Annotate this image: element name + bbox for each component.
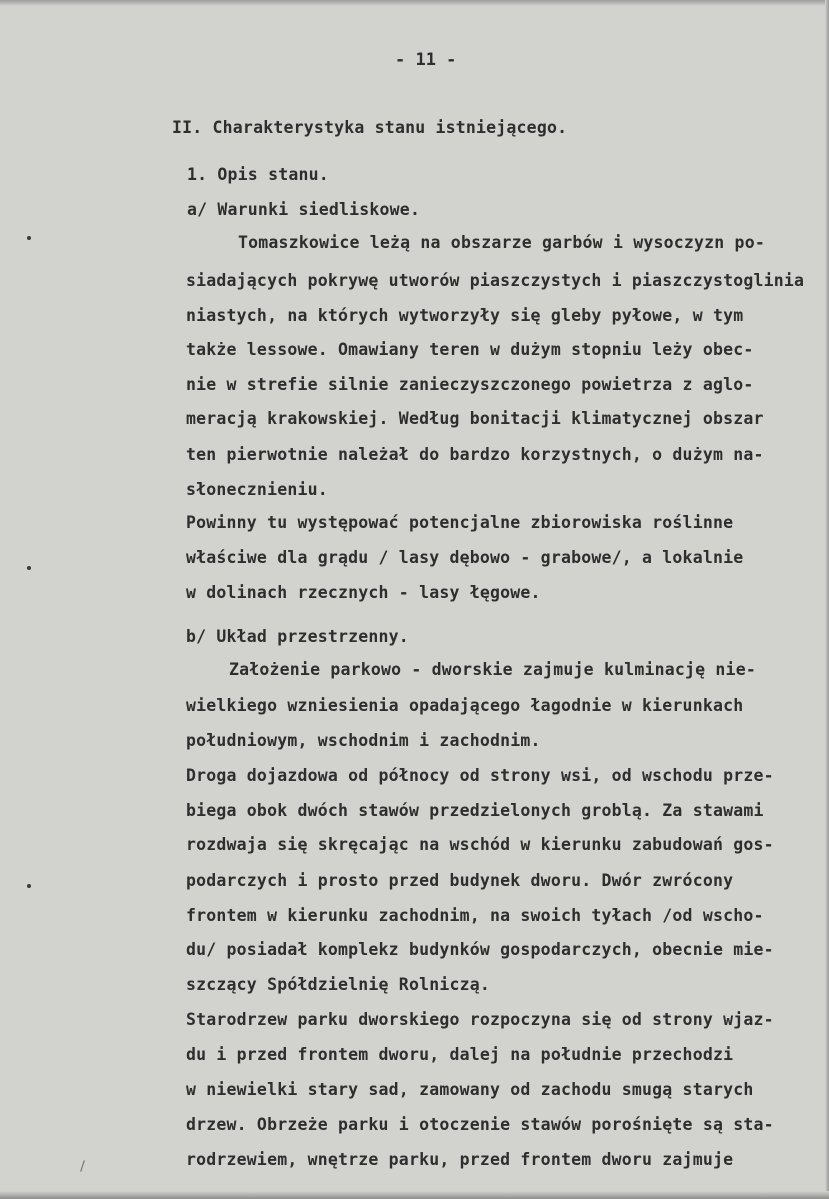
body-text-line: rodrzewiem, wnętrze parku, przed frontem dworu zajmuje xyxy=(186,1150,734,1169)
body-text-line: rozdwaja się skręcając na wschód w kierunku zabudowań gos- xyxy=(186,835,774,854)
body-text-line: Tomaszkowice leżą na obszarze garbów i wysoczyzn po- xyxy=(238,233,765,252)
body-text-line: słonecznieniu. xyxy=(186,480,328,499)
body-text-line: niastych, na których wytworzyły się gleby pyłowe, w tym xyxy=(186,306,744,325)
body-text-line: Powinny tu występować potencjalne zbiorowiska roślinne xyxy=(186,513,734,532)
punch-hole-mark xyxy=(27,884,31,888)
body-text-line: frontem w kierunku zachodnim, na swoich tyłach /od wscho- xyxy=(186,906,764,925)
body-text-line: meracją krakowskiej. Według bonitacji klimatycznej obszar xyxy=(186,409,764,428)
subsection-heading: 1. Opis stanu. xyxy=(187,165,329,184)
body-text-line: Droga dojazdowa od północy od strony wsi, od wschodu prze- xyxy=(186,766,774,785)
scan-edge-bottom xyxy=(0,1191,829,1199)
body-text-line: podarczych i prosto przed budynek dworu. Dwór zwrócony xyxy=(186,871,734,890)
body-text-line: drzew. Obrzeże parku i otoczenie stawów porośnięte są sta- xyxy=(186,1115,774,1134)
body-text-line: także lessowe. Omawiany teren w dużym stopniu leży obec- xyxy=(186,340,754,359)
body-text-line: biega obok dwóch stawów przedzielonych groblą. Za stawami xyxy=(186,801,764,820)
body-text-line: ten pierwotnie należał do bardzo korzystnych, o dużym na- xyxy=(186,445,764,464)
body-text-line: południowym, wschodnim i zachodnim. xyxy=(186,731,541,750)
body-text-line: du/ posiadał komplekz budynków gospodarczych, obecnie mie- xyxy=(186,940,774,959)
scan-edge-right xyxy=(825,0,829,1199)
body-text-line: właściwe dla grądu / lasy dębowo - grabowe/, a lokalnie xyxy=(186,548,744,567)
body-text-line: szczący Spółdzielnię Rolniczą. xyxy=(186,975,491,994)
body-text-line: Starodrzew parku dworskiego rozpoczyna się od strony wjaz- xyxy=(186,1010,774,1029)
page-number: - 11 - xyxy=(395,50,457,70)
body-text-line: wielkiego wzniesienia opadającego łagodnie w kierunkach xyxy=(186,696,744,715)
scan-edge-top xyxy=(0,0,829,6)
body-text-line: siadających pokrywę utworów piaszczystych i piaszczystoglinia xyxy=(186,271,805,290)
punch-hole-mark xyxy=(27,236,31,240)
pencil-mark xyxy=(80,1160,85,1172)
subsection-heading: a/ Warunki siedliskowe. xyxy=(187,200,421,219)
body-text-line: w dolinach rzecznych - lasy łęgowe. xyxy=(186,583,541,602)
body-text-line: nie w strefie silnie zanieczyszczonego powietrza z aglo- xyxy=(186,375,754,394)
body-text-line: du i przed frontem dworu, dalej na południe przechodzi xyxy=(186,1045,734,1064)
punch-hole-mark xyxy=(27,566,31,570)
body-text-line: w niewielki stary sad, zamowany od zachodu smugą starych xyxy=(186,1080,754,1099)
section-heading: II. Charakterystyka stanu istniejącego. xyxy=(172,118,568,137)
subsection-heading: b/ Układ przestrzenny. xyxy=(186,627,409,646)
body-text-line: Założenie parkowo - dworskie zajmuje kulminację nie- xyxy=(229,660,756,679)
